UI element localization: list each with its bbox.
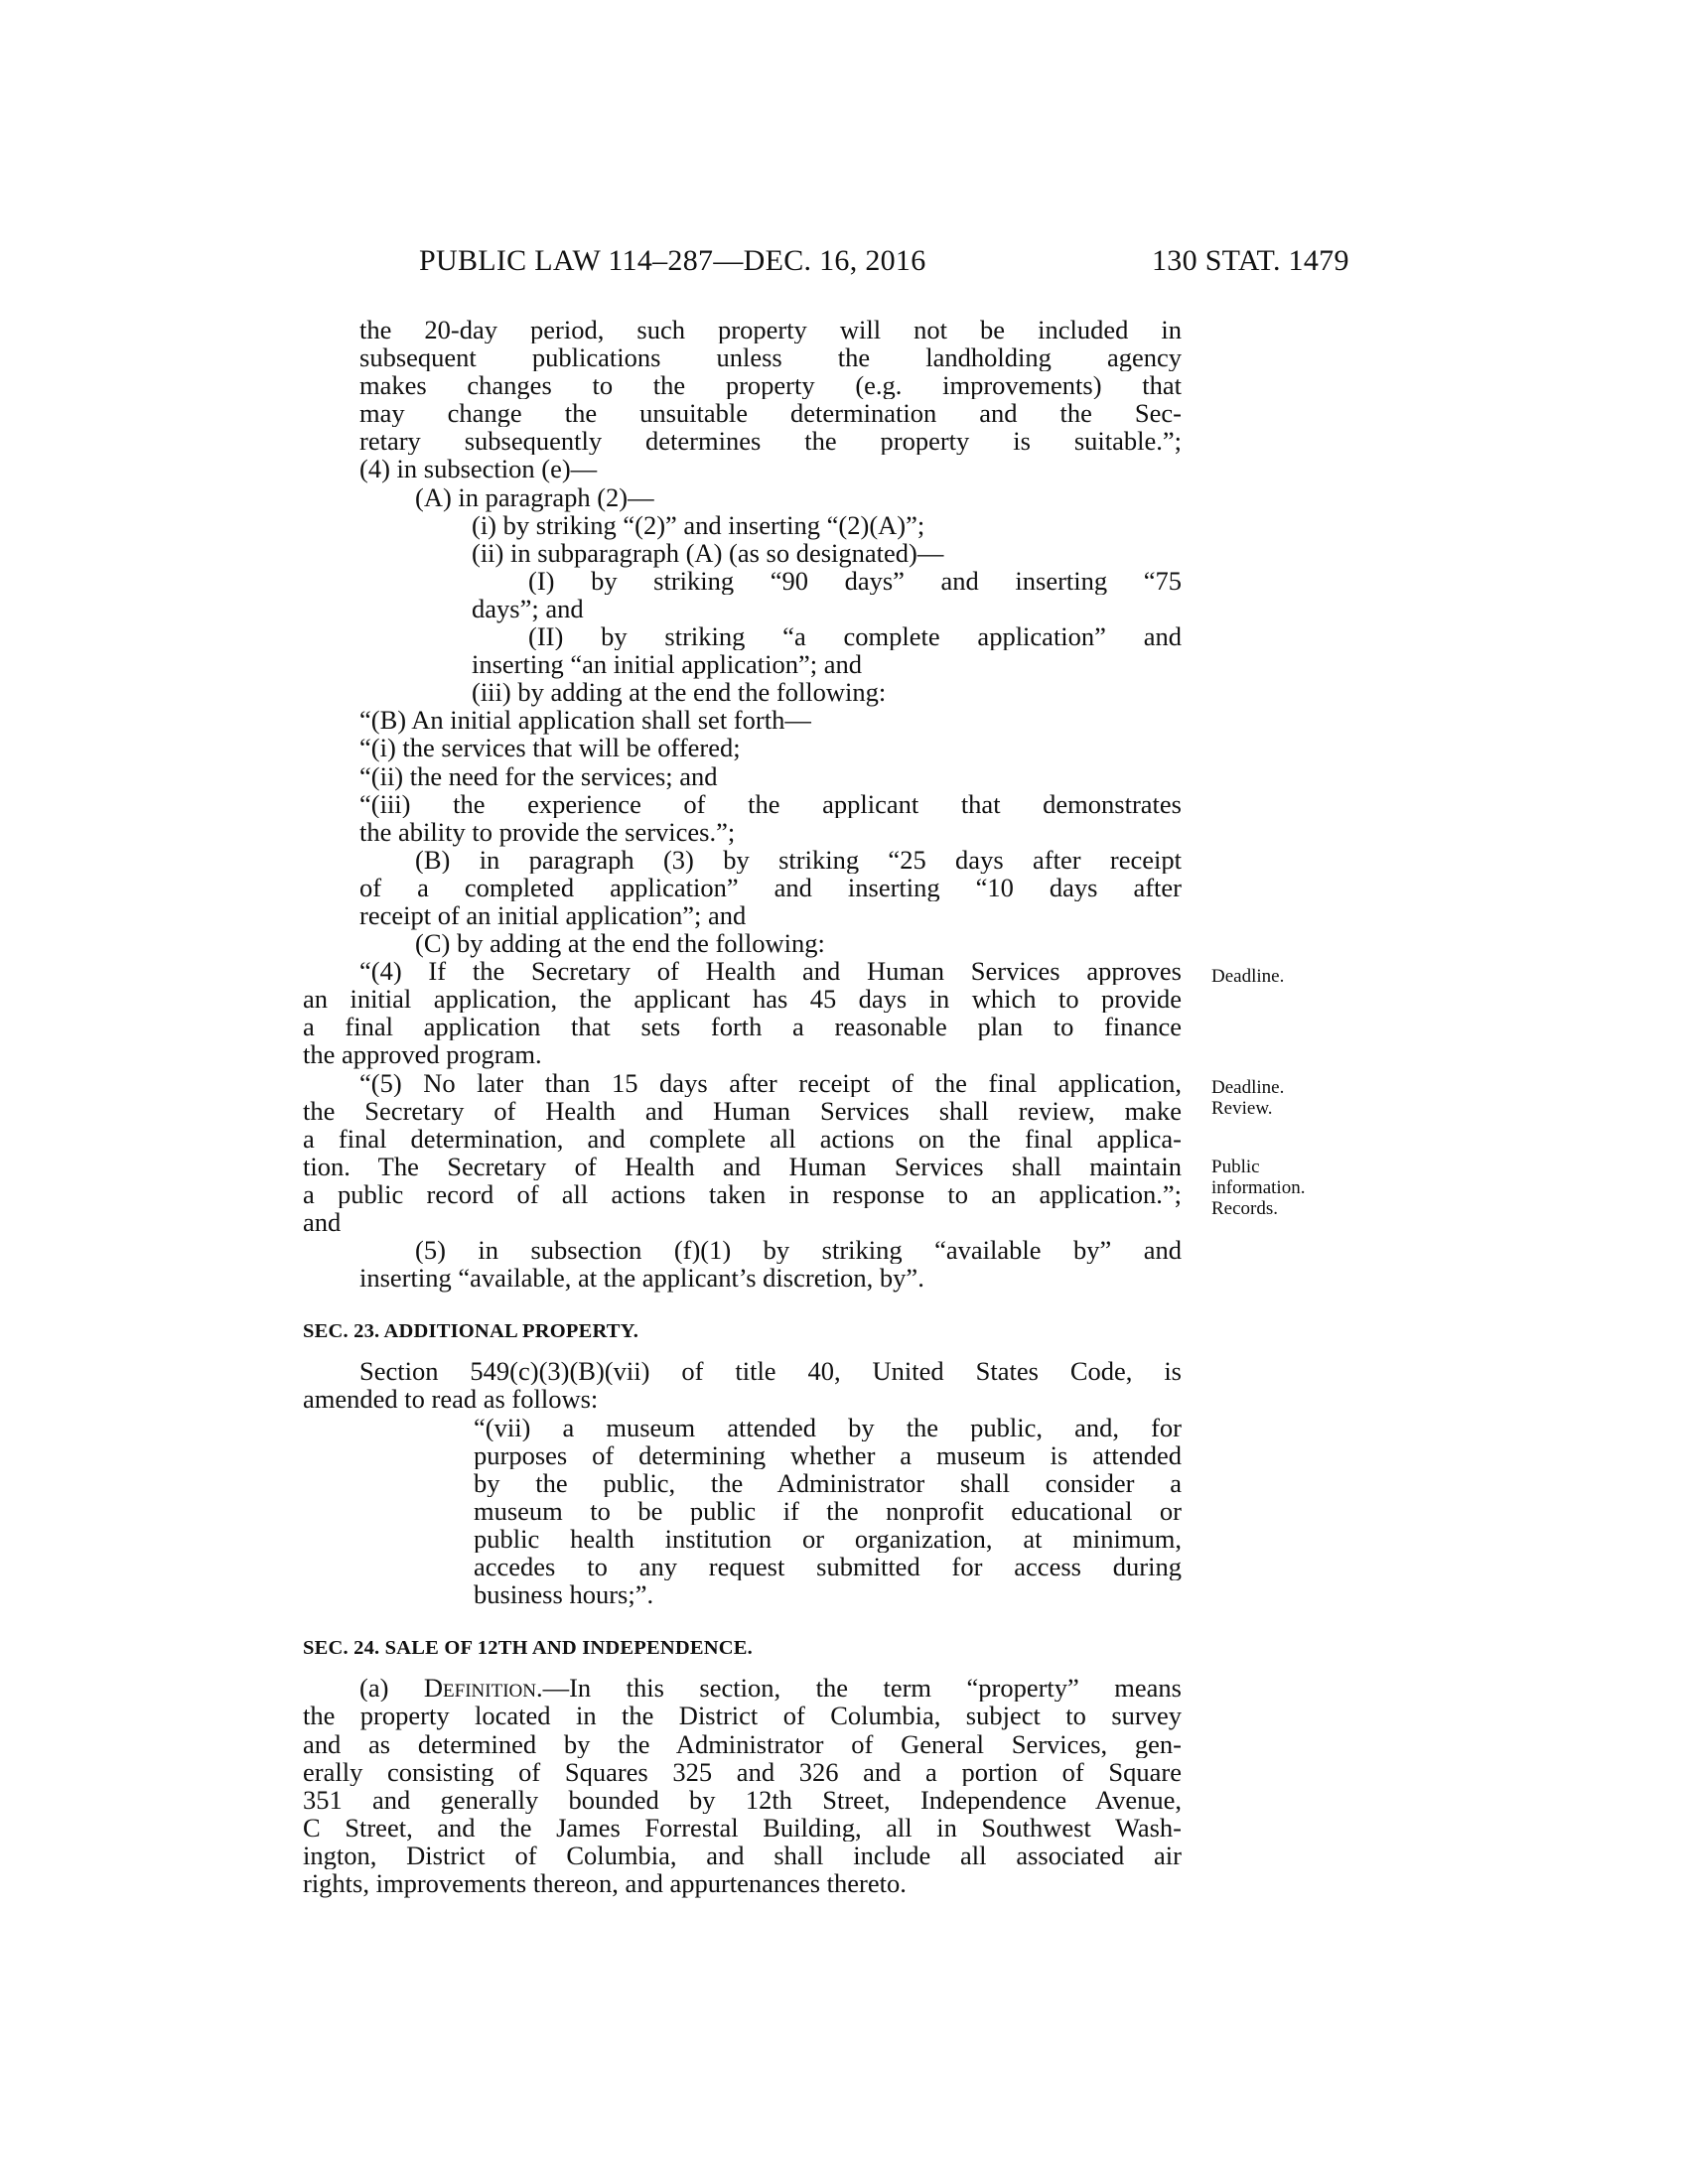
text-line: a final determination, and complete all actions on the final applica- [303,1124,1182,1153]
page-number: 130 STAT. 1479 [1152,244,1349,277]
section-heading: SEC. 23. ADDITIONAL PROPERTY. [303,1320,639,1343]
text-line: subsequent publications unless the landholding agency [359,343,1182,372]
text-line: the Secretary of Health and Human Services shall review, make [303,1096,1182,1125]
quoted-text-line: by the public, the Administrator shall consider a [474,1468,1182,1497]
text-line: rights, improvements thereon, and appurtenances thereto. [303,1867,907,1898]
text-line: (B) in paragraph (3) by striking “25 days after receipt [415,845,1182,874]
text-line: and [303,1207,342,1237]
text-line: the 20-day period, such property will not be included in [359,316,1182,344]
text-line: (ii) in subparagraph (A) (as so designated)— [472,537,944,568]
text-line: inserting “an initial application”; and [472,649,862,680]
text-line: Section 549(c)(3)(B)(vii) of title 40, United States Code, is [359,1357,1182,1386]
text-line [303,1674,1182,1702]
text-line: and as determined by the Administrator of General Services, gen- [303,1729,1182,1758]
section-heading: SEC. 24. SALE OF 12TH AND INDEPENDENCE. [303,1637,753,1660]
text-line: “(i) the services that will be offered; [359,733,741,763]
text-line: ington, District of Columbia, and shall include all associated air [303,1841,1182,1869]
subsection-heading: Definition [423,1674,536,1703]
text-line: (4) in subsection (e)— [359,454,598,484]
text-line: of a completed application” and inserting “10 days after [359,873,1182,901]
quoted-text-line: business hours;”. [474,1579,654,1610]
text-line: (I) by striking “90 days” and inserting “75 [528,566,1182,595]
margin-note-deadline: Deadline. [1211,966,1285,987]
statute-text [303,316,1182,1897]
quoted-text-line: museum to be public if the nonprofit educational or [474,1496,1182,1525]
text-line: C Street, and the James Forrestal Building, all in Southwest Wash- [303,1813,1182,1842]
subsection-number: (a) [359,1674,424,1703]
text-line: a final application that sets forth a reasonable plan to finance [303,1013,1182,1041]
text-line: “(iii) the experience of the applicant that demonstrates [359,789,1182,818]
text-line: makes changes to the property (e.g. improvements) that [359,371,1182,400]
text-line: “(5) No later than 15 days after receipt of the final application, [359,1068,1182,1097]
text-line: the ability to provide the services.”; [359,816,736,847]
margin-note-public: Public [1211,1157,1260,1177]
text-line: (iii) by adding at the end the following: [472,677,887,708]
text-line: “(ii) the need for the services; and [359,760,718,791]
text-line: days”; and [472,593,584,623]
text-line: an initial application, the applicant has 45 days in which to provide [303,985,1182,1014]
text-line: a public record of all actions taken in response to an application.”; [303,1179,1182,1208]
text-line: (A) in paragraph (2)— [415,481,654,512]
margin-note-review: Review. [1211,1098,1273,1119]
running-header-title: PUBLIC LAW 114–287—DEC. 16, 2016 [419,244,926,277]
text-line: inserting “available, at the applicant’s discretion, by”. [359,1263,924,1294]
text-line: the property located in the District of Columbia, subject to survey [303,1702,1182,1730]
text-line: (5) in subsection (f)(1) by striking “available by” and [415,1236,1182,1265]
text-line: amended to read as follows: [303,1384,599,1415]
text-line: (i) by striking “(2)” and inserting “(2)(A)”; [472,509,925,540]
text-line: (II) by striking “a complete application” and [528,622,1182,651]
text-line: receipt of an initial application”; and [359,899,747,930]
margin-note-information: information. [1211,1177,1306,1198]
text-line: erally consisting of Squares 325 and 326 and a portion of Square [303,1757,1182,1786]
quoted-text-line: accedes to any request submitted for access during [474,1553,1182,1581]
text-line: (C) by adding at the end the following: [415,928,825,959]
subsection-text: .—In this section, the term “property” means [535,1674,1182,1703]
text-line: “(B) An initial application shall set forth— [359,705,811,736]
text-line: retary subsequently determines the property is suitable.”; [359,427,1182,456]
quoted-text-line: “(vii) a museum attended by the public, and, for [474,1413,1182,1441]
quoted-text-line: public health institution or organization, at minimum, [474,1524,1182,1554]
text-line: may change the unsuitable determination and the Sec- [359,399,1182,428]
text-line: 351 and generally bounded by 12th Street, Independence Avenue, [303,1785,1182,1814]
text-line: tion. The Secretary of Health and Human Services shall maintain [303,1152,1182,1180]
margin-note-deadline: Deadline. [1211,1077,1285,1098]
text-line: the approved program. [303,1039,542,1070]
margin-note-records: Records. [1211,1198,1279,1219]
text-line: “(4) If the Secretary of Health and Human Services approves [359,957,1182,986]
quoted-text-line: purposes of determining whether a museum is attended [474,1440,1182,1469]
